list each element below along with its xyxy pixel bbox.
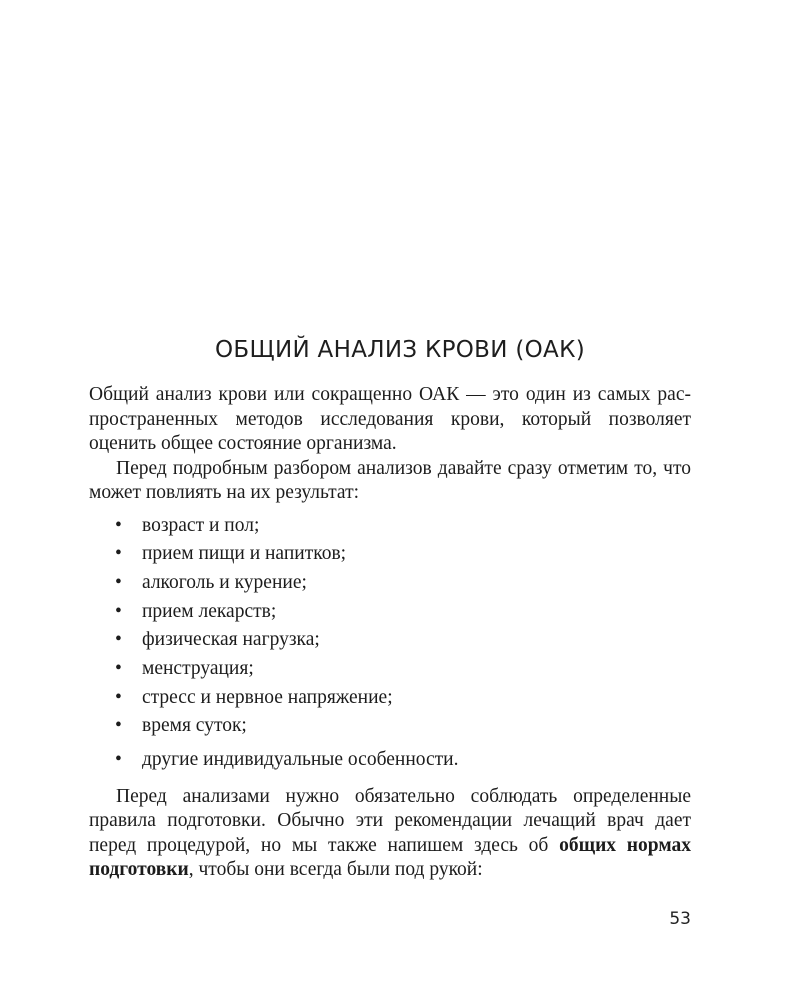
bullet-icon: •: [115, 543, 122, 565]
list-item: [89, 512, 691, 541]
list-item-text: время суток;: [142, 715, 247, 737]
bullet-icon: •: [115, 657, 122, 679]
bullet-icon: •: [115, 749, 122, 770]
bullet-icon: •: [115, 514, 122, 536]
preparation-text-start: Перед анализами нужно обязательно соблюдать определенные правила подготовки. Обычно эти рекомендации лечащий врач дает перед процедурой, но мы также напишем здесь об: [89, 785, 691, 856]
list-item-text: возраст и пол;: [142, 514, 260, 536]
factors-list: [89, 512, 691, 775]
intro-paragraph: Общий анализ крови или сокращенно ОАК — это один из самых распространенных методов исследования крови, который позволяет оценить общее состояние организма.: [89, 384, 691, 454]
list-item: [89, 569, 691, 598]
body-text: [89, 383, 691, 883]
page-title: ОБЩИЙ АНАЛИЗ КРОВИ (ОАК): [215, 337, 585, 363]
list-item: [89, 598, 691, 627]
list-item-text: стресс и нервное напряжение;: [142, 686, 393, 708]
bullet-icon: •: [115, 571, 122, 593]
list-item-text: менструация;: [142, 657, 254, 679]
bullet-icon: •: [115, 629, 122, 651]
preparation-text-end: , чтобы они всегда были под рукой:: [188, 859, 483, 881]
list-item: [89, 540, 691, 569]
list-item: [89, 746, 691, 775]
list-item-text: физическая нагрузка;: [142, 629, 320, 651]
bullet-icon: •: [115, 600, 122, 622]
page-number: 53: [669, 909, 691, 929]
list-item: [89, 712, 691, 741]
list-item: [89, 655, 691, 684]
bullet-icon: •: [115, 686, 122, 708]
preparation-paragraph: [89, 785, 691, 883]
list-item-text: прием пищи и напитков;: [142, 543, 347, 565]
bold-emphasis: общих нормах подготовки: [89, 834, 691, 881]
list-item-text: алкоголь и курение;: [142, 571, 307, 593]
bullet-icon: •: [115, 715, 122, 737]
list-item: [89, 626, 691, 655]
list-item-text: другие индивидуальные особенности.: [142, 749, 459, 770]
list-item: [89, 684, 691, 713]
list-item-text: прием лекарств;: [142, 600, 277, 622]
factors-intro-paragraph: Перед подробным разбором анализов давайте сразу отметим то, что может повлиять на их результат:: [89, 457, 691, 503]
